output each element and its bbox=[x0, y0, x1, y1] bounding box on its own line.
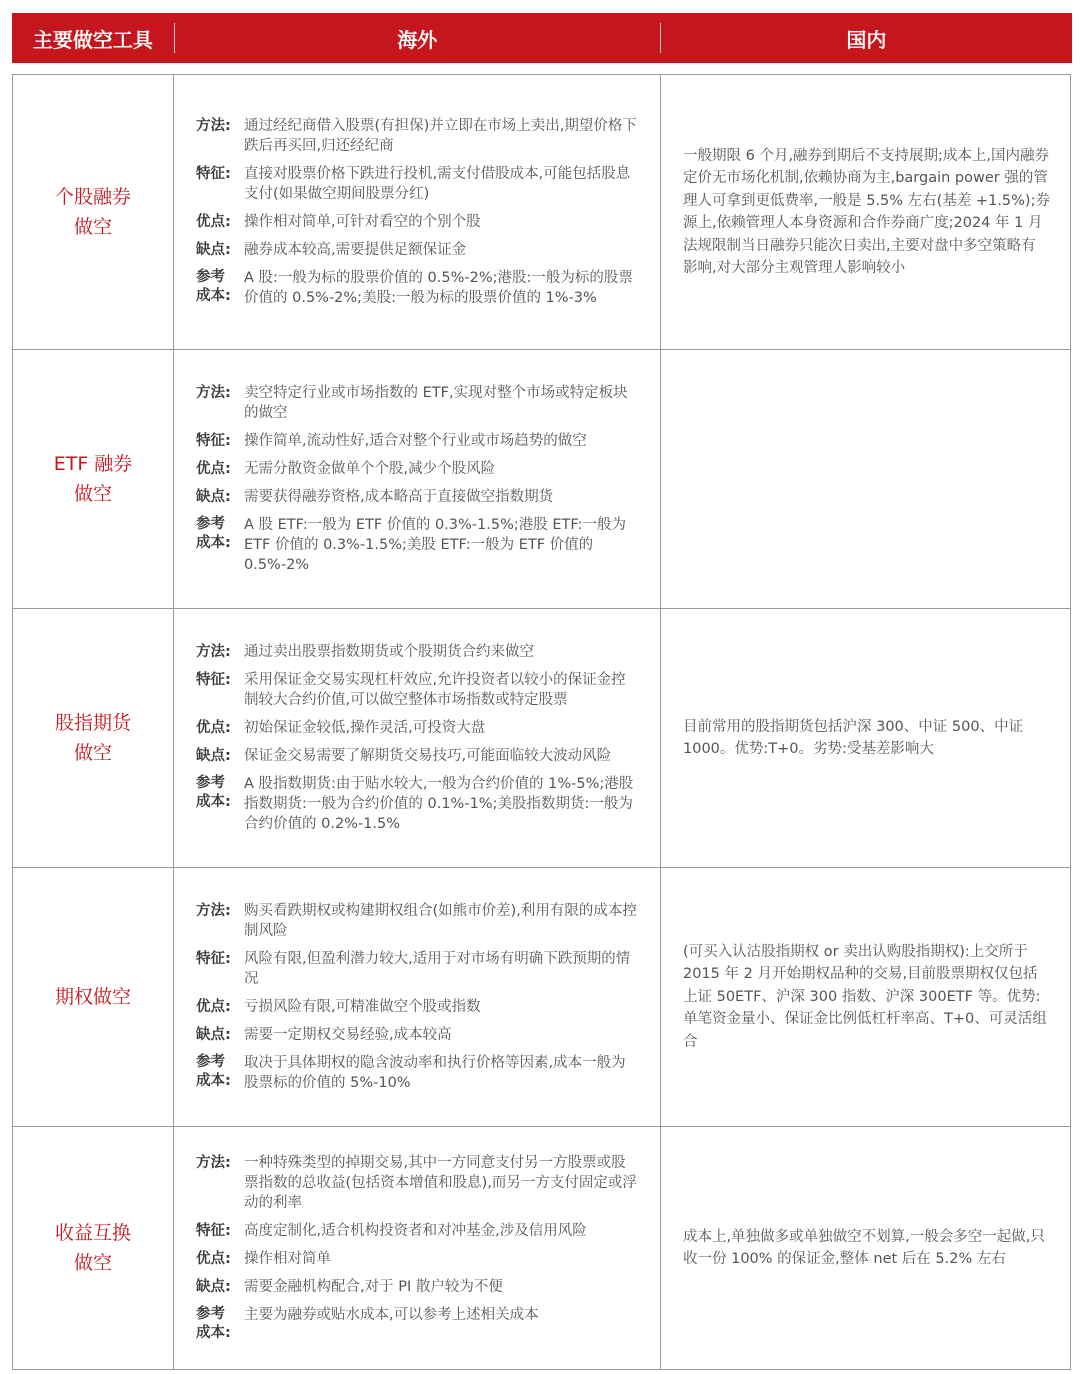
tool-name-cell bbox=[13, 868, 174, 1126]
method-item: 方法: 通过卖出股票指数期货或个股期货合约来做空 bbox=[196, 644, 534, 660]
method-item: 方法: 卖空特定行业或市场指数的 ETF,实现对整个市场或特定板块的做空 bbox=[196, 385, 628, 421]
pros-item: 优点: 操作相对简单 bbox=[196, 1251, 331, 1267]
domestic-cell bbox=[661, 350, 1070, 608]
tool-name: ETF 融券 bbox=[53, 453, 133, 475]
domestic-text: (可买入认沽股指期权 or 卖出认购股指期权):上交所于 2015 年 2 月开始期权品种的交易,目前股票期权仅包括上证 50ETF、沪深 300 指数、沪深 300ETF 等。优势:单笔资金量小、保证金比例低杠杆率高、T+0、可灵活组合 bbox=[683, 943, 1047, 1050]
domestic-text: 成本上,单独做多或单独做空不划算,一般会多空一起做,只收一份 100% 的保证金,整体 net 后在 5.2% 左右 bbox=[683, 1228, 1045, 1267]
tool-name: 做空 bbox=[73, 216, 112, 238]
cons-item: 缺点: 需要金融机构配合,对于 PI 散户较为不便 bbox=[196, 1279, 503, 1295]
cons-item: 缺点: 需要一定期权交易经验,成本较高 bbox=[196, 1027, 452, 1043]
cost-item: 参考 成本: A 股:一般为标的股票价值的 0.5%-2%;港股:一般为标的股票价值的 0.5%-2%;美股:一般为标的股票价值的 1%-3% bbox=[196, 269, 633, 306]
header-tool: 主要做空工具 bbox=[32, 27, 153, 52]
tool-name-cell bbox=[13, 1127, 174, 1369]
cons-item: 缺点: 需要获得融券资格,成本略高于直接做空指数期货 bbox=[196, 489, 554, 505]
tool-name-cell bbox=[13, 75, 174, 349]
pros-item: 优点: 亏损风险有限,可精准做空个股或指数 bbox=[196, 999, 481, 1015]
pros-item: 优点: 无需分散资金做单个个股,减少个股风险 bbox=[196, 461, 496, 477]
pros-item: 优点: 操作相对简单,可针对看空的个别个股 bbox=[196, 214, 481, 230]
overseas-cell bbox=[174, 609, 661, 867]
feature-item: 特征: 采用保证金交易实现杠杆效应,允许投资者以较小的保证金控制较大合约价值,可以做空整体市场指数或特定股票 bbox=[196, 672, 626, 708]
table-row bbox=[13, 349, 1070, 608]
table-header bbox=[12, 13, 1072, 63]
method-item: 方法: 购买看跌期权或构建期权组合(如熊市价差),利用有限的成本控制风险 bbox=[196, 903, 637, 939]
tool-name: 期权做空 bbox=[54, 986, 131, 1008]
cons-item: 缺点: 保证金交易需要了解期货交易技巧,可能面临较大波动风险 bbox=[196, 748, 612, 764]
domestic-cell bbox=[661, 868, 1070, 1126]
feature-item: 特征: 直接对股票价格下跌进行投机,需支付借股成本,可能包括股息支付(如果做空期间股票分红) bbox=[196, 166, 631, 202]
cost-item: 参考 成本: A 股指数期货:由于贴水较大,一般为合约价值的 1%-5%;港股指数期货:一般为合约价值的 0.1%-1%;美股指数期货:一般为合约价值的 0.2%-1.5% bbox=[196, 775, 634, 832]
feature-item: 特征: 操作简单,流动性好,适合对整个行业或市场趋势的做空 bbox=[196, 433, 587, 449]
domestic-cell bbox=[661, 609, 1070, 867]
domestic-cell bbox=[661, 1127, 1070, 1369]
overseas-cell bbox=[174, 350, 661, 608]
cost-item: 参考 成本: A 股 ETF:一般为 ETF 价值的 0.3%-1.5%;港股 ETF:一般为 ETF 价值的 0.3%-1.5%;美股 ETF:一般为 ETF 价值的 0.5%-2% bbox=[196, 516, 626, 573]
header-overseas: 海外 bbox=[397, 27, 438, 52]
method-item: 方法: 通过经纪商借入股票(有担保)并立即在市场上卖出,期望价格下跌后再买回,归还经纪商 bbox=[196, 118, 637, 154]
cons-item: 缺点: 融券成本较高,需要提供足额保证金 bbox=[196, 242, 467, 258]
short-tools-table bbox=[12, 74, 1071, 1370]
pros-item: 优点: 初始保证金较低,操作灵活,可投资大盘 bbox=[196, 720, 486, 736]
table-row bbox=[13, 867, 1070, 1126]
tool-name: 个股融券 bbox=[54, 186, 131, 208]
tool-name: 收益互换 bbox=[54, 1222, 131, 1244]
feature-item: 特征: 风险有限,但盈利潜力较大,适用于对市场有明确下跌预期的情况 bbox=[196, 951, 631, 987]
tool-name: 做空 bbox=[73, 1252, 112, 1274]
overseas-cell bbox=[174, 75, 661, 349]
tool-name: 股指期货 bbox=[54, 712, 131, 734]
tool-name-cell bbox=[13, 609, 174, 867]
tool-name: 做空 bbox=[73, 742, 112, 764]
cost-item: 参考 成本: 取决于具体期权的隐含波动率和执行价格等因素,成本一般为股票标的价值的 5%-10% bbox=[196, 1054, 626, 1091]
method-item: 方法: 一种特殊类型的掉期交易,其中一方同意支付另一方股票或股票指数的总收益(包括资本增值和股息),而另一方支付固定或浮动的利率 bbox=[196, 1155, 637, 1211]
table-row bbox=[13, 75, 1070, 349]
domestic-cell bbox=[661, 75, 1070, 349]
overseas-cell bbox=[174, 1127, 661, 1369]
table-row bbox=[13, 608, 1070, 867]
domestic-text: 一般期限 6 个月,融券到期后不支持展期;成本上,国内融券定价无市场化机制,依赖协商为主,bargain power 强的管理人可拿到更低费率,一般是 5.5% 左右(基差 +1.5%);券源上,依赖管理人本身资源和合作券商广度;2024 年 1 月法规限制当日融券只能次日卖出,主要对盘中多空策略有影响,对大部分主观管理人影响较小 bbox=[683, 147, 1050, 276]
feature-item: 特征: 高度定制化,适合机构投资者和对冲基金,涉及信用风险 bbox=[196, 1223, 587, 1239]
header-domestic: 国内 bbox=[846, 27, 887, 52]
domestic-text: 目前常用的股指期货包括沪深 300、中证 500、中证 1000。优势:T+0。劣势:受基差影响大 bbox=[683, 718, 1024, 757]
cost-item: 参考 成本: 主要为融券或贴水成本,可以参考上述相关成本 bbox=[196, 1306, 539, 1341]
tool-name-cell bbox=[13, 350, 174, 608]
overseas-cell bbox=[174, 868, 661, 1126]
table-row bbox=[13, 1126, 1070, 1369]
tool-name: 做空 bbox=[73, 483, 112, 505]
